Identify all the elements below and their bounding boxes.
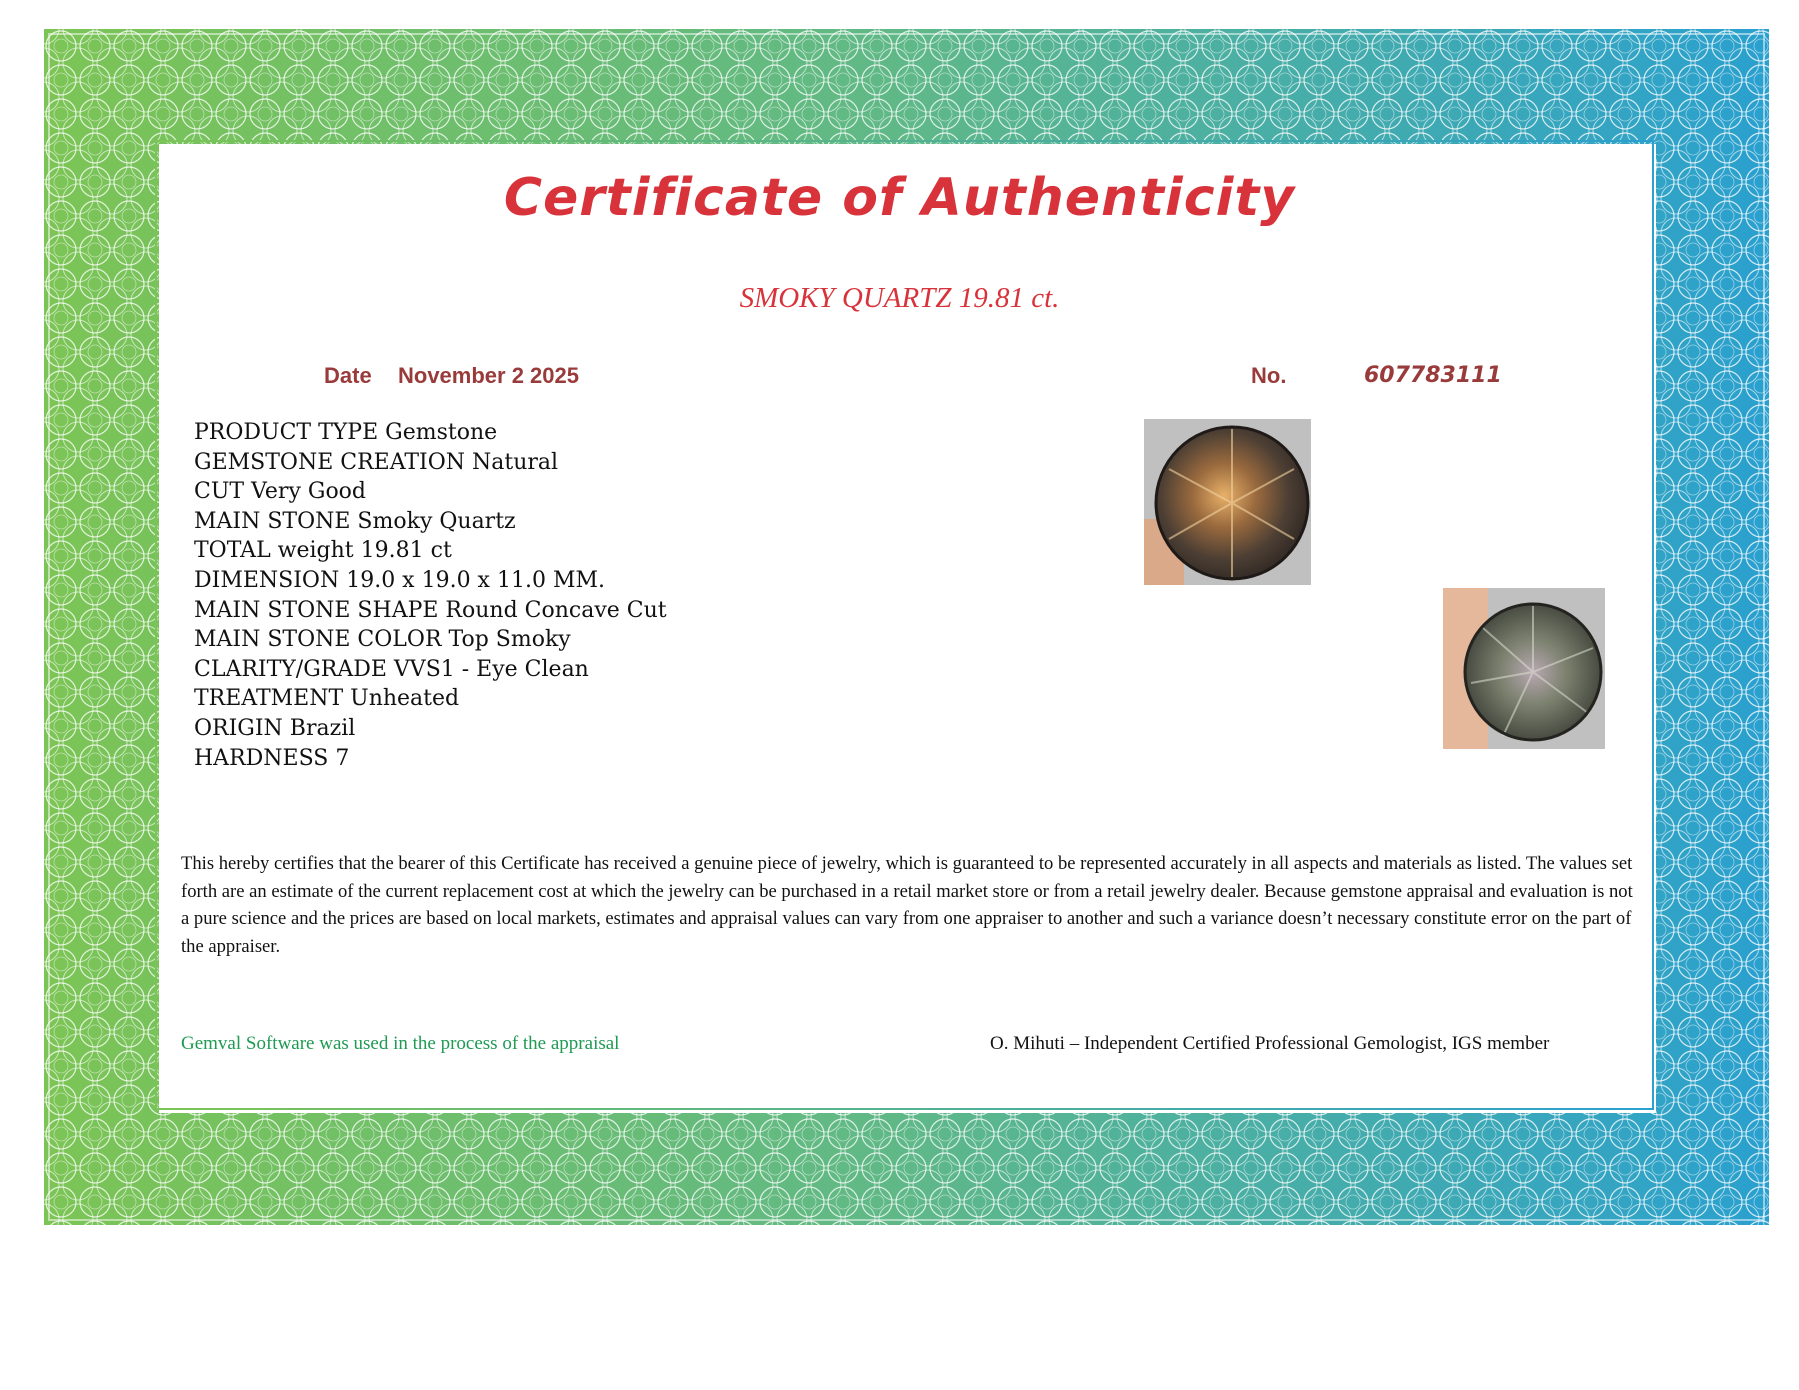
certification-statement: This hereby certifies that the bearer of this Certificate has received a genuine piece of jewelry, which is guaranteed to be represented accurately in all aspects and materials as listed. The values set forth are an estimate of the current replacement cost at which the jewelry can be purchased in a retail market store or from a retail jewelry dealer. Because gemstone appraisal and evaluation is not a pure science and the prices are based on local markets, estimates and appraisal values can vary from one appraiser to another and such a variance doesn’t necessary constitute error on the part of the appraiser. — [181, 853, 1633, 957]
spec-gemstone-creation: GEMSTONE CREATION Natural — [194, 449, 559, 475]
gemstone-photo-1 — [1144, 419, 1311, 585]
spec-dimension: DIMENSION 19.0 x 19.0 x 11.0 MM. — [194, 567, 605, 593]
spec-product-type: PRODUCT TYPE Gemstone — [194, 420, 498, 445]
spec-color: MAIN STONE COLOR Top Smoky — [194, 627, 571, 653]
software-note: Gemval Software was used in the process of the appraisal — [181, 1033, 620, 1054]
gemstone-photo-2 — [1443, 588, 1605, 749]
spec-hardness: HARDNESS 7 — [194, 745, 350, 771]
gemologist-signature: O. Mihuti – Independent Certified Professional Gemologist, IGS member — [990, 1033, 1550, 1054]
spec-main-stone: MAIN STONE Smoky Quartz — [194, 508, 516, 534]
spec-origin: ORIGIN Brazil — [194, 715, 356, 741]
spec-shape: MAIN STONE SHAPE Round Concave Cut — [194, 597, 667, 623]
date-value: November 2 2025 — [398, 363, 579, 388]
spec-total-weight: TOTAL weight 19.81 ct — [194, 538, 452, 564]
certificate-number: 607783111 — [1364, 363, 1502, 388]
number-label: No. — [1251, 363, 1287, 388]
date-label: Date — [324, 363, 372, 388]
spec-treatment: TREATMENT Unheated — [194, 686, 460, 712]
certificate-subtitle: SMOKY QUARTZ 19.81 ct. — [739, 282, 1060, 314]
specs-list — [194, 418, 667, 773]
spec-cut: CUT Very Good — [194, 479, 367, 505]
certificate-title: Certificate of Authenticity — [503, 168, 1296, 228]
spec-clarity: CLARITY/GRADE VVS1 - Eye Clean — [194, 656, 589, 682]
